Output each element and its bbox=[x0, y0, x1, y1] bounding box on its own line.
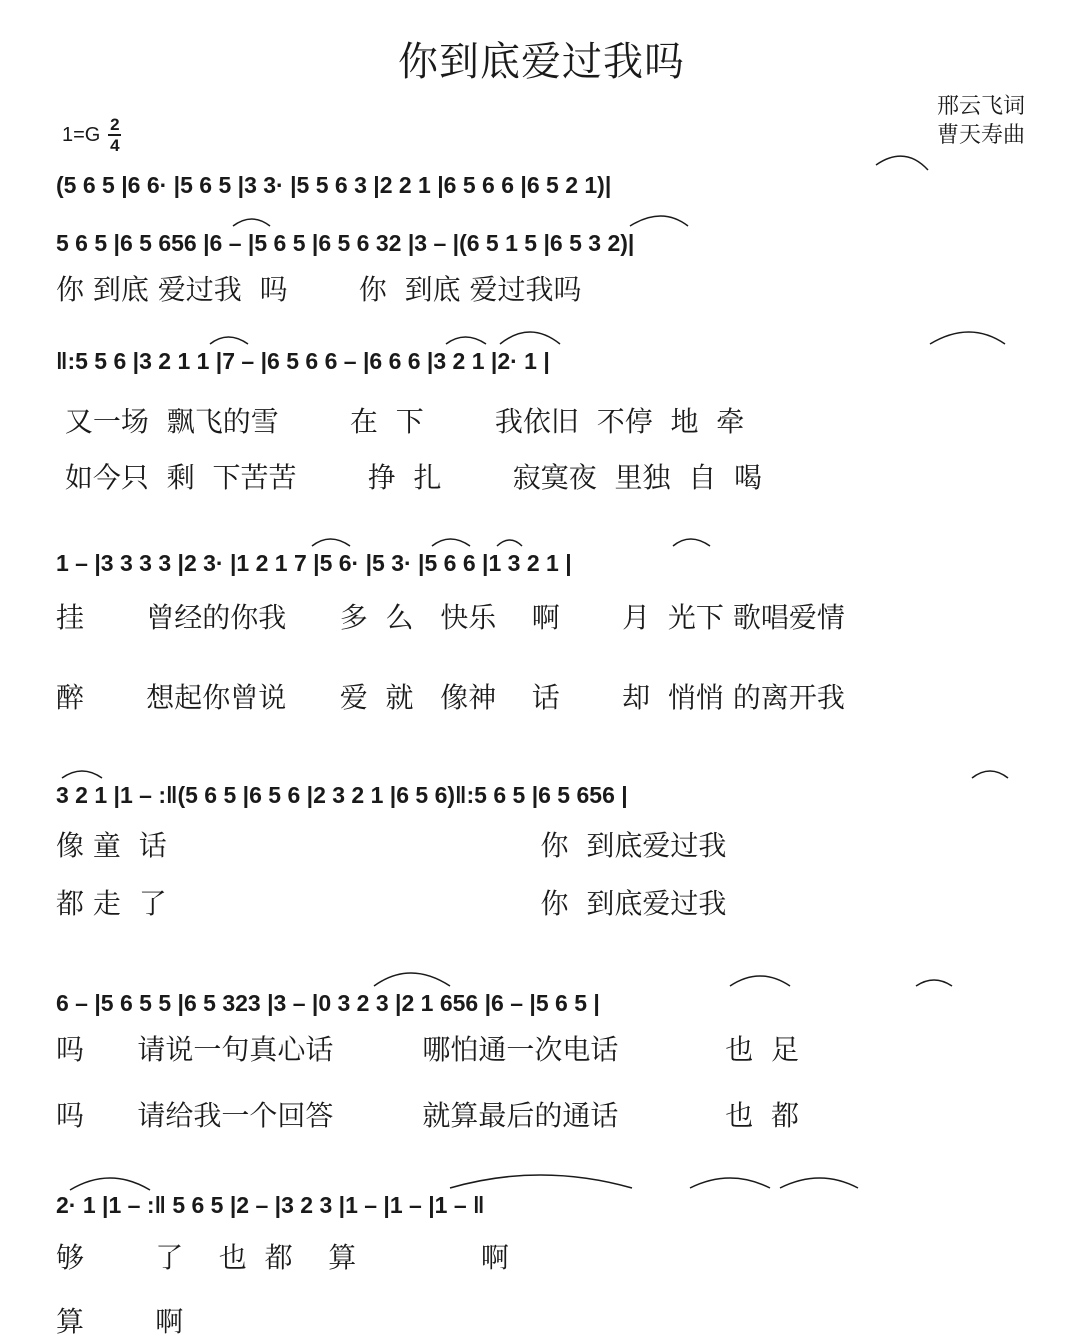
notation-line-2: 5 6 5 |6 5 656 |6 – |5 6 5 |6 5 6 32 |3 – |(6 5 1 5 |6 5 3 2)| bbox=[56, 230, 635, 256]
lyric-line-4b: 醉 想起你曾说 爱 就 像神 话 却 悄悄 的离开我 bbox=[56, 681, 845, 714]
song-title: 你到底爱过我吗 bbox=[398, 39, 685, 85]
notation-line-7: 2· 1 |1 – :‖ 5 6 5 |2 – |3 2 3 |1 – |1 – |1 – ‖ bbox=[56, 1192, 485, 1218]
lyricist-credit: 邢云飞词 bbox=[936, 94, 1025, 119]
credits bbox=[937, 92, 1025, 150]
lyric-line-5b: 都 走 了 你 到底爱过我 bbox=[56, 887, 727, 920]
composer-credit: 曹天寿曲 bbox=[936, 123, 1025, 148]
lyric-line-3b: 如今只 剩 下苦苦 挣 扎 寂寞夜 里独 自 喝 bbox=[56, 461, 763, 494]
time-sig-top: 2 bbox=[110, 115, 120, 134]
lyric-line-6a: 吗 请说一句真心话 哪怕通一次电话 也 足 bbox=[56, 1033, 800, 1066]
lyric-line-5a: 像 童 话 你 到底爱过我 bbox=[56, 829, 727, 862]
time-signature bbox=[108, 116, 121, 154]
key-label: 1=G bbox=[62, 123, 101, 146]
notation-line-6: 6 – |5 6 5 5 |6 5 323 |3 – |0 3 2 3 |2 1 656 |6 – |5 6 5 | bbox=[56, 990, 600, 1016]
notation-line-4: 1 – |3 3 3 3 |2 3· |1 2 1 7 |5 6· |5 3· |5 6 6 |1 3 2 1 | bbox=[56, 550, 572, 576]
time-sig-bottom: 4 bbox=[110, 136, 120, 155]
key-signature bbox=[62, 116, 121, 154]
lyric-line-4a: 挂 曾经的你我 多 么 快乐 啊 月 光下 歌唱爱情 bbox=[56, 601, 845, 634]
lyric-line-2a: 你 到底 爱过我 吗 你 到底 爱过我吗 bbox=[56, 273, 582, 306]
lyric-line-7b: 算 啊 bbox=[56, 1305, 184, 1338]
notation-line-3: ‖:5 5 6 |3 2 1 1 |7 – |6 5 6 6 – |6 6 6 |3 2 1 |2· 1 | bbox=[56, 348, 550, 374]
notation-line-1: (5 6 5 |6 6· |5 6 5 |3 3· |5 5 6 3 |2 2 1 |6 5 6 6 |6 5 2 1)| bbox=[56, 172, 612, 198]
lyric-line-6b: 吗 请给我一个回答 就算最后的通话 也 都 bbox=[56, 1099, 800, 1132]
lyric-line-3a: 又一场 飘飞的雪 在 下 我依旧 不停 地 牵 bbox=[56, 405, 745, 438]
notation-line-5: 3 2 1 |1 – :‖(5 6 5 |6 5 6 |2 3 2 1 |6 5 6)‖:5 6 5 |6 5 656 | bbox=[56, 782, 628, 808]
lyric-line-7a: 够 了 也 都 算 啊 bbox=[56, 1241, 509, 1274]
